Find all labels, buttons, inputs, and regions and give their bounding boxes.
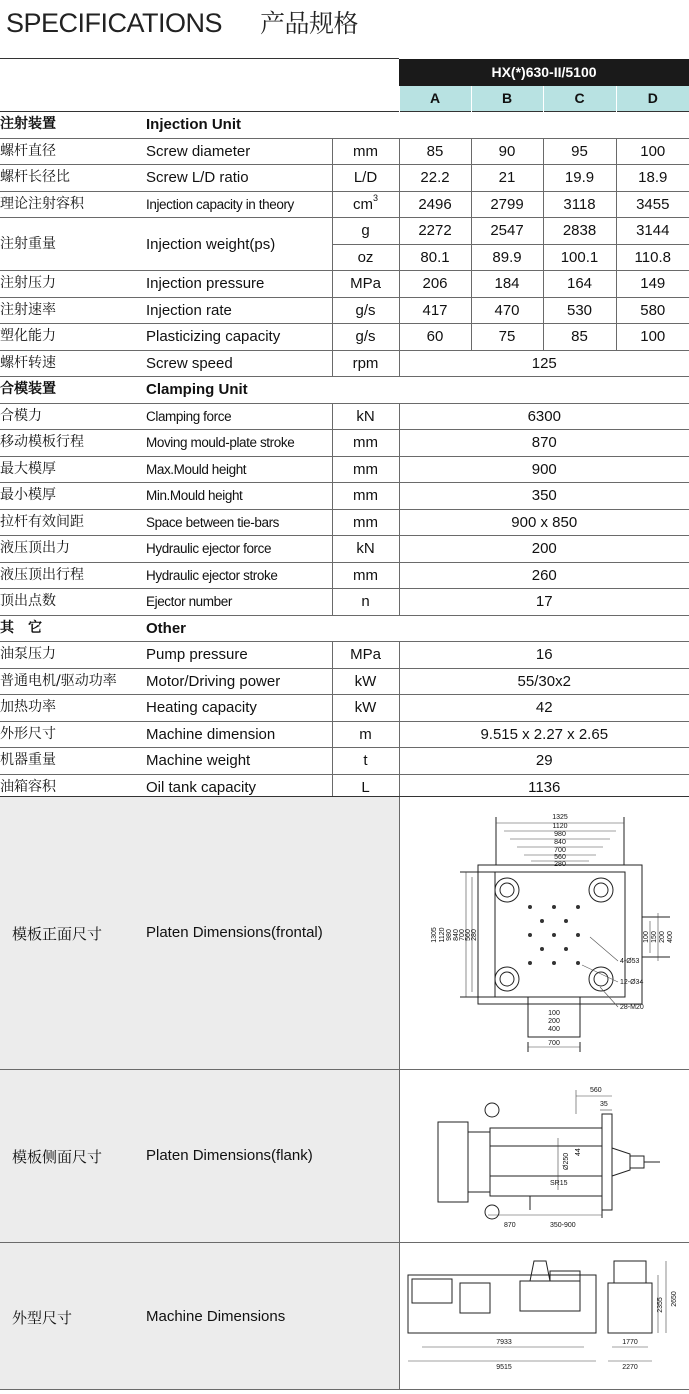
spec-value: 184: [471, 271, 543, 298]
platen-frontal-svg: [400, 797, 689, 1069]
spec-unit: [332, 165, 399, 192]
section-header: [0, 615, 689, 642]
spec-label-cn: 注射速率: [0, 297, 146, 324]
spec-label-en: Max.Mould height: [146, 456, 332, 483]
spec-row: [0, 297, 689, 324]
unit-text: mm: [353, 566, 378, 584]
spec-row: [0, 403, 689, 430]
spec-value: 417: [399, 297, 471, 324]
dim-left-7: 280: [471, 929, 478, 941]
dim-right-3: 200: [659, 931, 666, 943]
model-header-row: [0, 59, 689, 87]
spec-value: 2547: [471, 218, 543, 245]
spec-unit: [332, 589, 399, 616]
dim-bottom-2: 200: [548, 1018, 560, 1025]
spec-value: 29: [399, 748, 689, 775]
variant-header-row: [0, 86, 689, 112]
spec-unit: [332, 748, 399, 775]
spec-label-cn: 注射压力: [0, 271, 146, 298]
spec-value: 200: [399, 536, 689, 563]
spec-label-en: Min.Mould height: [146, 483, 332, 510]
spec-value: 22.2: [399, 165, 471, 192]
dim-top-1: 1325: [552, 814, 568, 821]
spec-label-cn: 螺杆直径: [0, 138, 146, 165]
drawing-label-cn: 外型尺寸: [12, 1309, 73, 1327]
unit-text: t: [363, 752, 368, 770]
dim-top-4: 840: [554, 839, 566, 846]
variant-a: A: [399, 86, 471, 112]
flank-dim-4: 44: [575, 1148, 582, 1156]
section-label-en: Clamping Unit: [146, 377, 689, 404]
spec-label-en: Hydraulic ejector force: [146, 536, 332, 563]
spec-value: 85: [399, 138, 471, 165]
spec-label-en: Machine dimension: [146, 721, 332, 748]
unit-text: kN: [356, 540, 375, 558]
flank-dim-6: 870: [504, 1222, 516, 1229]
spec-row: [0, 218, 689, 245]
spec-label-cn: 加热功率: [0, 695, 146, 722]
spec-value: 100: [616, 324, 689, 351]
spec-row: [0, 748, 689, 775]
spec-label-cn: 最大模厚: [0, 456, 146, 483]
spec-label-cn: 螺杆长径比: [0, 165, 146, 192]
spec-label-cn: 移动模板行程: [0, 430, 146, 457]
spec-value: 1136: [399, 774, 689, 801]
spec-value: 260: [399, 562, 689, 589]
dim-right-4: 400: [667, 931, 674, 943]
spec-label-cn: 塑化能力: [0, 324, 146, 351]
dimension-drawings: [0, 796, 689, 1390]
spec-unit: [332, 456, 399, 483]
dim-bottom-1: 100: [548, 1010, 560, 1017]
spec-value: 2838: [543, 218, 616, 245]
spec-value: 42: [399, 695, 689, 722]
variant-c: C: [543, 86, 616, 112]
unit-text: mm: [353, 487, 378, 505]
variant-b: B: [471, 86, 543, 112]
section-label-cn: 注射装置: [0, 112, 146, 139]
spec-row: [0, 165, 689, 192]
title-en: SPECIFICATIONS: [6, 8, 223, 38]
spec-unit: [332, 297, 399, 324]
spec-row: [0, 456, 689, 483]
flank-dim-3: Ø250: [563, 1152, 570, 1170]
spec-unit: [332, 324, 399, 351]
spec-value: 95: [543, 138, 616, 165]
spec-label-cn: 油箱容积: [0, 774, 146, 801]
spec-unit: [332, 191, 399, 218]
machine-dim-4: 2270: [622, 1364, 638, 1371]
spec-value: 19.9: [543, 165, 616, 192]
note-3: 28-M20: [620, 1004, 644, 1011]
machine-dim-3: 1770: [622, 1339, 638, 1346]
drawing-row-machine: [0, 1243, 689, 1390]
machine-dim-6: 2650: [671, 1291, 678, 1307]
drawing-label-cn: 模板正面尺寸: [12, 925, 103, 943]
note-1: 4-Ø53: [620, 958, 640, 965]
spec-row: [0, 271, 689, 298]
spec-label-cn: 注射重量: [0, 218, 146, 271]
spec-label-en: Screw diameter: [146, 138, 332, 165]
spec-label-en: Injection capacity in theory: [146, 191, 332, 218]
spec-row: [0, 483, 689, 510]
spec-unit: [332, 721, 399, 748]
spec-value: 470: [471, 297, 543, 324]
dim-top-3: 980: [554, 831, 566, 838]
variant-d: D: [616, 86, 689, 112]
spec-value: 6300: [399, 403, 689, 430]
spec-unit: [332, 509, 399, 536]
spec-value: 125: [399, 350, 689, 377]
flank-dim-2: 35: [600, 1101, 608, 1108]
spec-label-en: Ejector number: [146, 589, 332, 616]
spec-label-en: Machine weight: [146, 748, 332, 775]
section-header: [0, 112, 689, 139]
spec-value: 149: [616, 271, 689, 298]
spec-value: 3455: [616, 191, 689, 218]
spec-unit: [332, 430, 399, 457]
spec-label-en: Pump pressure: [146, 642, 332, 669]
section-label-en: Other: [146, 615, 689, 642]
unit-text: L: [361, 778, 370, 796]
spec-value: 3144: [616, 218, 689, 245]
spec-value: 17: [399, 589, 689, 616]
spec-label-en: Screw speed: [146, 350, 332, 377]
dim-left-5: 700: [459, 929, 466, 941]
machine-dim-2: 9515: [496, 1364, 512, 1371]
spec-value: 90: [471, 138, 543, 165]
spec-unit: [332, 483, 399, 510]
spec-label-en: Screw L/D ratio: [146, 165, 332, 192]
note-2: 12-Ø34: [620, 979, 644, 986]
unit-text: cm: [352, 195, 373, 213]
spec-row: [0, 589, 689, 616]
title-cn: 产品规格: [260, 9, 359, 38]
spec-unit: [332, 695, 399, 722]
spec-row: [0, 191, 689, 218]
spec-value: 2272: [399, 218, 471, 245]
spec-row: [0, 509, 689, 536]
spec-row: [0, 138, 689, 165]
spec-unit: oz: [332, 244, 399, 271]
unit-text: kW: [354, 672, 377, 690]
unit-superscript: 3: [372, 192, 378, 203]
spec-row: [0, 721, 689, 748]
dim-left-4: 840: [453, 929, 460, 941]
spec-value: 206: [399, 271, 471, 298]
spec-value: 900: [399, 456, 689, 483]
spec-unit: [332, 642, 399, 669]
dim-left-3: 980: [446, 929, 453, 941]
spec-label-cn: 最小模厚: [0, 483, 146, 510]
spec-value: 75: [471, 324, 543, 351]
machine-dim-5: 2355: [657, 1297, 664, 1313]
spec-value: 110.8: [616, 244, 689, 271]
spec-value: 55/30x2: [399, 668, 689, 695]
spec-value: 100.1: [543, 244, 616, 271]
flank-dim-5: SR15: [550, 1180, 568, 1187]
dim-top-2: 1120: [552, 823, 568, 830]
spec-value: 3118: [543, 191, 616, 218]
spec-table: [0, 58, 689, 801]
model-name: HX(*)630-II/5100: [399, 59, 689, 87]
spec-label-en: Injection pressure: [146, 271, 332, 298]
dim-top-7: 280: [554, 861, 566, 868]
dim-left-6: 560: [465, 929, 472, 941]
spec-label-en: Oil tank capacity: [146, 774, 332, 801]
section-header: [0, 377, 689, 404]
spec-row: [0, 536, 689, 563]
dim-left-1: 1305: [431, 927, 438, 943]
spec-value: 870: [399, 430, 689, 457]
spec-unit: [332, 138, 399, 165]
unit-text: kW: [354, 699, 377, 717]
unit-text: MPa: [350, 275, 381, 293]
spec-value: 16: [399, 642, 689, 669]
unit-text: mm: [353, 434, 378, 452]
unit-text: L/D: [353, 169, 378, 187]
spec-label-en: Plasticizing capacity: [146, 324, 332, 351]
unit-text: g/s: [355, 301, 376, 319]
spec-value: 100: [616, 138, 689, 165]
unit-text: mm: [353, 460, 378, 478]
spec-value: 2496: [399, 191, 471, 218]
spec-label-cn: 螺杆转速: [0, 350, 146, 377]
flank-dim-7: 350-900: [550, 1222, 576, 1229]
spec-row: [0, 324, 689, 351]
platen-frontal-drawing: [399, 797, 689, 1069]
dim-left-2: 1120: [439, 927, 446, 943]
spec-value: 21: [471, 165, 543, 192]
spec-label-cn: 液压顶出力: [0, 536, 146, 563]
dim-right-2: 150: [651, 931, 658, 943]
section-label-cn: 其 它: [0, 615, 146, 642]
spec-row: [0, 562, 689, 589]
spec-label-en: Moving mould-plate stroke: [146, 430, 332, 457]
spec-label-en: Injection rate: [146, 297, 332, 324]
spec-unit: g: [332, 218, 399, 245]
spec-unit: [332, 536, 399, 563]
unit-text: rpm: [352, 354, 379, 372]
flank-dim-1: 560: [590, 1087, 602, 1094]
unit-text: g/s: [355, 328, 376, 346]
spec-unit: [332, 562, 399, 589]
drawing-row-frontal: [0, 797, 689, 1070]
spec-value: 85: [543, 324, 616, 351]
dim-bottom-4: 700: [548, 1040, 560, 1047]
dim-top-6: 560: [554, 854, 566, 861]
spec-value: 2799: [471, 191, 543, 218]
spec-label-en: Heating capacity: [146, 695, 332, 722]
spec-label-en: Space between tie-bars: [146, 509, 332, 536]
spec-label-cn: 理论注射容积: [0, 191, 146, 218]
machine-dim-1: 7933: [496, 1339, 512, 1346]
spec-unit: [332, 668, 399, 695]
spec-row: [0, 695, 689, 722]
unit-text: mm: [353, 513, 378, 531]
spec-value: 60: [399, 324, 471, 351]
platen-flank-drawing: [399, 1070, 689, 1242]
section-label-cn: 合模装置: [0, 377, 146, 404]
spec-value: 530: [543, 297, 616, 324]
unit-text: kN: [356, 407, 375, 425]
spec-label-en: Clamping force: [146, 403, 332, 430]
drawing-label-cn: 模板侧面尺寸: [12, 1148, 103, 1166]
spec-unit: [332, 271, 399, 298]
spec-label-cn: 机器重量: [0, 748, 146, 775]
spec-value: 350: [399, 483, 689, 510]
spec-row: [0, 430, 689, 457]
spec-label-en: Motor/Driving power: [146, 668, 332, 695]
spec-label-cn: 普通电机/驱动功率: [0, 668, 146, 695]
drawing-row-flank: [0, 1070, 689, 1243]
spec-value: 900 x 850: [399, 509, 689, 536]
spec-value: 9.515 x 2.27 x 2.65: [399, 721, 689, 748]
dim-bottom-3: 400: [548, 1026, 560, 1033]
spec-label-cn: 顶出点数: [0, 589, 146, 616]
spec-row: [0, 642, 689, 669]
spec-label-cn: 液压顶出行程: [0, 562, 146, 589]
spec-label-cn: 拉杆有效间距: [0, 509, 146, 536]
page-title: [6, 4, 358, 38]
dim-top-5: 700: [554, 847, 566, 854]
unit-text: n: [361, 593, 370, 611]
spec-label-cn: 外形尺寸: [0, 721, 146, 748]
machine-dimensions-svg: [400, 1243, 689, 1389]
spec-unit: [332, 350, 399, 377]
spec-value: 18.9: [616, 165, 689, 192]
spec-value: 80.1: [399, 244, 471, 271]
unit-text: m: [359, 725, 372, 743]
spec-label-cn: 油泵压力: [0, 642, 146, 669]
dim-right-1: 100: [643, 931, 650, 943]
unit-text: mm: [353, 142, 378, 160]
unit-text: MPa: [350, 646, 381, 664]
spec-label-cn: 合模力: [0, 403, 146, 430]
drawing-label-en: Platen Dimensions(flank): [146, 1147, 313, 1164]
spec-value: 89.9: [471, 244, 543, 271]
spec-row: [0, 350, 689, 377]
spec-value: 580: [616, 297, 689, 324]
section-label-en: Injection Unit: [146, 112, 689, 139]
spec-label-en: Injection weight(ps): [146, 218, 332, 271]
spec-value: 164: [543, 271, 616, 298]
drawing-label-en: Machine Dimensions: [146, 1308, 286, 1325]
spec-unit: [332, 403, 399, 430]
drawing-label-en: Platen Dimensions(frontal): [146, 924, 323, 941]
spec-row: [0, 668, 689, 695]
machine-dimensions-drawing: [399, 1243, 689, 1389]
spec-label-en: Hydraulic ejector stroke: [146, 562, 332, 589]
platen-flank-svg: [400, 1070, 689, 1242]
